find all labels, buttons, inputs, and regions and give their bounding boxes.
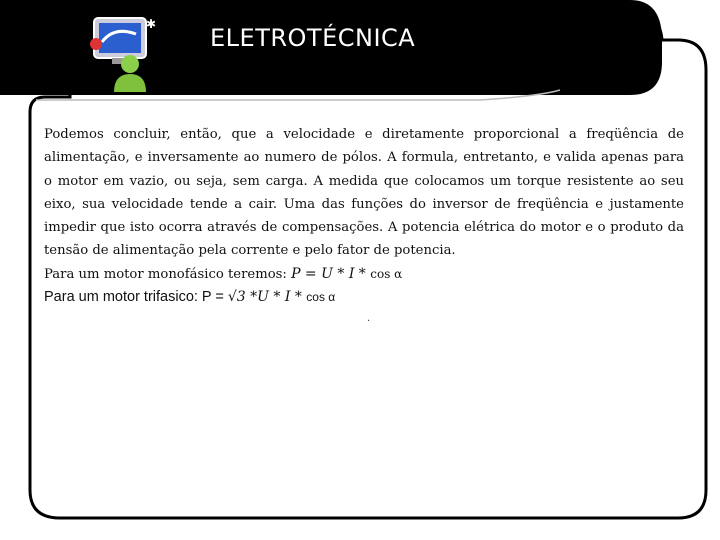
single-phase-formula: P = U * I * <box>291 265 371 282</box>
single-phase-label: Para um motor monofásico teremos: <box>44 266 292 282</box>
content-body <box>44 123 684 309</box>
stray-dot: . <box>367 313 371 324</box>
single-phase-cos: cos α <box>370 266 403 281</box>
three-phase-formula-line <box>44 286 684 309</box>
three-phase-label: Para um motor trifasico: P = <box>44 289 228 306</box>
three-phase-cos: cos α <box>306 290 336 305</box>
svg-text:✱: ✱ <box>146 17 157 31</box>
body-paragraph: Podemos concluir, então, que a velocidade e diretamente proporcional a freqüência de alimentação, e inversamente ao numero de pólos. A formula, entretanto, e valida apenas para o motor em vazio, ou seja, sem carga. A medida que colocamos um torque resistente ao seu eixo, sua velocidade tende a cair. Uma das funções do inversor de freqüência e justamente impedir que isto ocorra através de compensações. A potencia elétrica do motor e o produto da tensão de alimentação pela corrente e pelo fator de potencia. <box>44 127 684 259</box>
three-phase-formula: √3 *U * I * <box>227 289 307 306</box>
single-phase-formula-line <box>44 263 684 286</box>
page-title: ELETROTÉCNICA <box>210 24 416 52</box>
computer-user-logo-icon <box>84 12 164 92</box>
